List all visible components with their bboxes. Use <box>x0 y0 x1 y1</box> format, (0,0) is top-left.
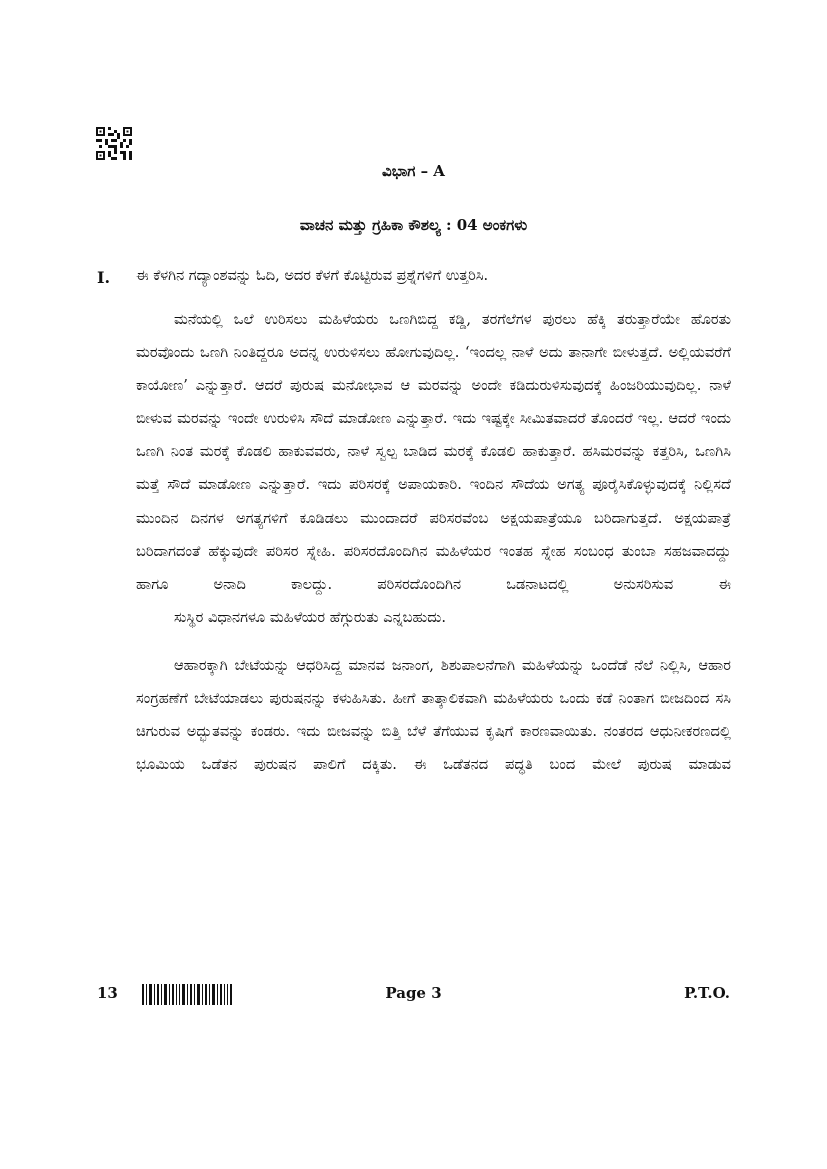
paragraph-1-last-line: ಸುಸ್ಥಿರ ವಿಧಾನಗಳೂ ಮಹಿಳೆಯರ ಹೆಗ್ಗುರುತು ಎನ್ನಬಹುದು. <box>174 608 447 626</box>
section-title: ವಿಭಾಗ – A <box>382 162 445 180</box>
page-code: 13 <box>97 984 118 1002</box>
paragraph-1-text: ಮನೆಯಲ್ಲಿ ಒಲೆ ಉರಿಸಲು ಮಹಿಳೆಯರು ಒಣಗಿಬಿದ್ದ ಕಡ್ಡಿ, ತರಗೆಲೆಗಳ ಪುರಲು ಹೆಕ್ಕಿ ತರುತ್ತಾರೆಯೇ ಹೊರತು ಮರವೊಂದು ಒಣಗಿ ನಿಂತಿದ್ದರೂ ಅದನ್ನ ಉರುಳಿಸಲು ಹೋಗುವುದಿಲ್ಲ. ‘ಇಂದಲ್ಲ ನಾಳೆ ಅದು ತಾನಾಗೇ ಬೀಳುತ್ತದೆ. ಅಲ್ಲಿಯವರೆಗೆ ಕಾಯೋಣ’ ಎನ್ನುತ್ತಾರೆ. ಆದರೆ ಪುರುಷ ಮನೋಭಾವ ಆ ಮರವನ್ನು ಅಂದೇ ಕಡಿದುರುಳಿಸುವುದಕ್ಕೆ ಹಿಂಜರಿಯುವುದಿಲ್ಲ. ನಾಳೆ ಬೀಳುವ ಮರವನ್ನು ಇಂದೇ ಉರುಳಿಸಿ ಸೌದೆ ಮಾಡೋಣ ಎನ್ನುತ್ತಾರೆ. ಇದು ಇಷ್ಟಕ್ಕೇ ಸೀಮಿತವಾದರೆ ತೊಂದರೆ ಇಲ್ಲ. ಆದರೆ ಇಂದು ಒಣಗಿ ನಿಂತ ಮರಕ್ಕೆ ಕೊಡಲಿ ಹಾಕುವವರು, ನಾಳೆ ಸ್ವಲ್ಪ ಬಾಡಿದ ಮರಕ್ಕೆ ಕೊಡಲಿ ಹಾಕುತ್ತಾರೆ. ಹಸಿಮರವನ್ನು ಕತ್ತರಿಸಿ, ಒಣಗಿಸಿ ಮತ್ತೆ ಸೌದೆ ಮಾಡೋಣ ಎನ್ನುತ್ತಾರೆ. ಇದು ಪರಿಸರಕ್ಕೆ ಅಪಾಯಕಾರಿ. ಇಂದಿನ ಸೌದೆಯ ಅಗತ್ಯ ಪೂರೈಸಿಕೊಳ್ಳುವುದಕ್ಕೆ ನಿಲ್ಲಿಸದೆ ಮುಂದಿನ ದಿನಗಳ ಅಗತ್ಯಗಳಿಗೆ ಕೂಡಿಡಲು ಮುಂದಾದರೆ ಪರಿಸರವೆಂಬ ಅಕ್ಷಯಪಾತ್ರೆಯೂ ಬರಿದಾಗುತ್ತದೆ. ಅಕ್ಷಯಪಾತ್ರೆ ಬರಿದಾಗದಂತೆ ಹೆಕ್ಕುವುದೇ ಪರಿಸರ ಸ್ನೇಹಿ. ಪರಿಸರದೊಂದಿಗಿನ ಮಹಿಳೆಯರ ಇಂತಹ ಸ್ನೇಹ ಸಂಬಂಧ ತುಂಬಾ ಸಹಜವಾದದ್ದು ಹಾಗೂ ಅನಾದಿ ಕಾಲದ್ದು. ಪರಿಸರದೊಂದಿಗಿನ ಒಡನಾಟದಲ್ಲಿ ಅನುಸರಿಸುವ ಈ <box>136 311 731 593</box>
paragraph-2-text: ಆಹಾರಕ್ಕಾಗಿ ಬೇಟೆಯನ್ನು ಆಧರಿಸಿದ್ದ ಮಾನವ ಜನಾಂಗ, ಶಿಶುಪಾಲನೆಗಾಗಿ ಮಹಿಳೆಯನ್ನು ಒಂದೆಡೆ ನೆಲೆ ನಿಲ್ಲಿಸಿ, ಆಹಾರ ಸಂಗ್ರಹಣೆಗೆ ಬೇಟೆಯಾಡಲು ಪುರುಷನನ್ನು ಕಳುಹಿಸಿತು. ಹೀಗೆ ತಾತ್ಕಾಲಿಕವಾಗಿ ಮಹಿಳೆಯರು ಒಂದು ಕಡೆ ನಿಂತಾಗ ಬೀಜದಿಂದ ಸಸಿ ಚಿಗುರುವ ಅದ್ಭುತವನ್ನು ಕಂಡರು. ಇದು ಬೀಜವನ್ನು ಬಿತ್ತಿ ಬೆಳೆ ತೆಗೆಯುವ ಕೃಷಿಗೆ ಕಾರಣವಾಯಿತು. ನಂತರದ ಆಧುನೀಕರಣದಲ್ಲಿ ಭೂಮಿಯ ಒಡೆತನ ಪುರುಷನ ಪಾಲಿಗೆ ದಕ್ಕಿತು. ಈ ಒಡೆತನದ ಪದ್ಧತಿ ಬಂದ ಮೇಲೆ ಪುರುಷ ಮಾಡುವ <box>136 656 731 774</box>
passage-paragraph-1 <box>136 303 731 634</box>
please-turn-over: P.T.O. <box>684 984 730 1002</box>
section-subtitle: ವಾಚನ ಮತ್ತು ಗ್ರಹಿಕಾ ಕೌಶಲ್ಯ : 04 ಅಂಕಗಳು <box>299 216 528 234</box>
question-instruction: ಈ ಕೆಳಗಿನ ಗದ್ಯಾಂಶವನ್ನು ಓದಿ, ಅದರ ಕೆಳಗೆ ಕೊಟ್ಟಿರುವ ಪ್ರಶ್ನೆಗಳಿಗೆ ಉತ್ತರಿಸಿ. <box>136 268 489 284</box>
reading-passage <box>136 303 731 781</box>
qr-code-icon <box>96 127 132 160</box>
passage-paragraph-2 <box>136 649 731 781</box>
page-footer <box>0 984 827 1008</box>
page-number: Page 3 <box>385 984 442 1002</box>
question-number: I. <box>97 268 111 287</box>
